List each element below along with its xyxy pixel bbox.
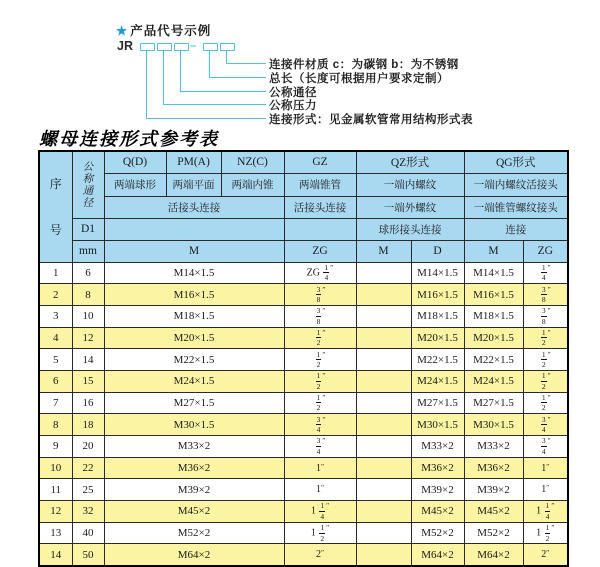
gz-taper-cell: $\frac{1}{2}$ ″ <box>284 349 356 371</box>
table-row <box>39 522 568 544</box>
star-icon: ★ <box>116 24 129 38</box>
qg-zg-cell: 2″ <box>523 544 568 566</box>
diagram-label-pressure: 公称压力 <box>269 100 317 112</box>
seq-cell: 12 <box>39 501 72 523</box>
header-conn-gz: 活接头连接 <box>284 196 356 218</box>
gz-taper-cell: $\frac{1}{2}$ ″ <box>284 392 356 414</box>
m-thread-cell: M39×2 <box>104 479 284 501</box>
header-code-qz: QZ形式 <box>356 151 464 173</box>
qz-m-cell <box>356 479 411 501</box>
seq-cell: 5 <box>39 349 72 371</box>
qz-d-cell: M45×2 <box>411 501 464 523</box>
header-unit-d: D <box>411 240 464 262</box>
qg-m-cell: M22×1.5 <box>464 349 523 371</box>
diagram-label-material: 连接件材质 c：为碳钢 b：为不锈钢 <box>269 59 459 71</box>
header-conn-qz: 一端外螺纹 <box>356 196 464 218</box>
qg-m-cell: M52×2 <box>464 522 523 544</box>
header-connect: 连接 <box>464 218 568 240</box>
header-code-pma: PM(A) <box>166 151 221 173</box>
qg-zg-cell: $\frac{3}{4}$ ″ <box>523 436 568 458</box>
table-row <box>39 457 568 479</box>
qg-zg-cell: 1″ <box>523 457 568 479</box>
dn-cell: 50 <box>72 544 104 566</box>
qg-m-cell: M36×2 <box>464 457 523 479</box>
header-end-pma: 两端平面 <box>166 173 221 196</box>
qz-m-cell <box>356 327 411 349</box>
qz-d-cell: M18×1.5 <box>411 305 464 327</box>
product-code-example-text: 产品代号示例 <box>130 24 212 38</box>
qg-zg-cell: $\frac{3}{4}$ ″ <box>523 414 568 436</box>
m-thread-cell: M24×1.5 <box>104 370 284 392</box>
qz-d-cell: M64×2 <box>411 544 464 566</box>
header-conn-qg: 一端锥管螺纹接头 <box>464 196 568 218</box>
seq-cell: 14 <box>39 544 72 566</box>
header-end-gz: 两端锥管 <box>284 173 356 196</box>
qz-m-cell <box>356 305 411 327</box>
seq-cell: 9 <box>39 436 72 458</box>
qg-m-cell: M24×1.5 <box>464 370 523 392</box>
seq-cell: 13 <box>39 522 72 544</box>
qz-m-cell <box>356 501 411 523</box>
gz-taper-cell: 1 $\frac{1}{2}$ ″ <box>284 522 356 544</box>
header-code-qg: QG形式 <box>464 151 568 173</box>
m-thread-cell: M14×1.5 <box>104 262 284 284</box>
table-row <box>39 414 568 436</box>
header-ball-joint: 球形接头连接 <box>356 218 464 240</box>
header-unit-zg1: ZG <box>284 240 356 262</box>
diagram-label-length: 总长（长度可根据用户要求定制） <box>269 73 449 85</box>
dn-cell: 22 <box>72 457 104 479</box>
gz-taper-cell: 1″ <box>284 457 356 479</box>
qg-zg-cell: 1 $\frac{1}{2}$ ″ <box>523 522 568 544</box>
seq-cell: 4 <box>39 327 72 349</box>
dn-cell: 15 <box>72 370 104 392</box>
qz-m-cell <box>356 436 411 458</box>
table-row <box>39 544 568 566</box>
header-row-codes <box>39 151 568 173</box>
dn-cell: 18 <box>72 414 104 436</box>
gz-taper-cell: $\frac{3}{4}$ ″ <box>284 436 356 458</box>
table-row <box>39 262 568 284</box>
table-row <box>39 370 568 392</box>
m-thread-cell: M16×1.5 <box>104 284 284 306</box>
qz-d-cell: M27×1.5 <box>411 392 464 414</box>
qg-zg-cell: 1 $\frac{1}{4}$ ″ <box>523 501 568 523</box>
gz-taper-cell: 1″ <box>284 479 356 501</box>
table-title: 螺母连接形式参考表 <box>39 129 219 150</box>
qg-m-cell: M45×2 <box>464 501 523 523</box>
dn-cell: 16 <box>72 392 104 414</box>
qz-m-cell <box>356 262 411 284</box>
header-unit-m1: M <box>104 240 284 262</box>
dn-cell: 10 <box>72 305 104 327</box>
qz-d-cell: M22×1.5 <box>411 349 464 371</box>
qz-m-cell <box>356 457 411 479</box>
nut-connection-reference-table <box>38 150 569 567</box>
qz-m-cell <box>356 370 411 392</box>
header-end-qz: 一端内螺纹 <box>356 173 464 196</box>
m-thread-cell: M45×2 <box>104 501 284 523</box>
m-thread-cell: M33×2 <box>104 436 284 458</box>
gz-taper-cell: $\frac{1}{2}$ ″ <box>284 370 356 392</box>
m-thread-cell: M22×1.5 <box>104 349 284 371</box>
diagram-label-diameter: 公称通径 <box>269 87 317 99</box>
gz-taper-cell: ZG $\frac{1}{4}$ ″ <box>284 262 356 284</box>
qz-d-cell: M20×1.5 <box>411 327 464 349</box>
qz-d-cell: M14×1.5 <box>411 262 464 284</box>
product-code-example-title <box>116 21 211 39</box>
table-body <box>39 262 568 566</box>
qg-zg-cell: 1″ <box>523 479 568 501</box>
dn-cell: 6 <box>72 262 104 284</box>
qg-m-cell: M39×2 <box>464 479 523 501</box>
qz-d-cell: M52×2 <box>411 522 464 544</box>
m-thread-cell: M36×2 <box>104 457 284 479</box>
connector-line-form <box>146 50 266 119</box>
m-thread-cell: M52×2 <box>104 522 284 544</box>
table-row <box>39 327 568 349</box>
qg-zg-cell: $\frac{1}{2}$ ″ <box>523 349 568 371</box>
qz-m-cell <box>356 349 411 371</box>
table-row <box>39 479 568 501</box>
table-row <box>39 305 568 327</box>
header-unit-zg2: ZG <box>523 240 568 262</box>
qg-m-cell: M27×1.5 <box>464 392 523 414</box>
dn-cell: 14 <box>72 349 104 371</box>
seq-cell: 6 <box>39 370 72 392</box>
header-unit-m2: M <box>356 240 411 262</box>
table-row <box>39 349 568 371</box>
header-code-gz: GZ <box>284 151 356 173</box>
seq-cell: 7 <box>39 392 72 414</box>
qg-m-cell: M33×2 <box>464 436 523 458</box>
header-unit-m3: M <box>464 240 523 262</box>
m-thread-cell: M30×1.5 <box>104 414 284 436</box>
header-row-units <box>39 240 568 262</box>
qg-m-cell: M18×1.5 <box>464 305 523 327</box>
qg-zg-cell: $\frac{3}{8}$ ″ <box>523 305 568 327</box>
diagram-label-form: 连接形式：见金属软管常用结构形式表 <box>269 114 473 126</box>
header-empty-gz <box>284 218 356 240</box>
qg-zg-cell: $\frac{1}{2}$ ″ <box>523 370 568 392</box>
qz-m-cell <box>356 522 411 544</box>
seq-cell: 3 <box>39 305 72 327</box>
header-row-d1 <box>39 218 568 240</box>
dn-cell: 32 <box>72 501 104 523</box>
qz-d-cell: M30×1.5 <box>411 414 464 436</box>
product-code-prefix: JR <box>117 39 133 53</box>
qg-m-cell: M30×1.5 <box>464 414 523 436</box>
m-thread-cell: M18×1.5 <box>104 305 284 327</box>
qg-m-cell: M20×1.5 <box>464 327 523 349</box>
header-end-nzc: 两端内锥 <box>221 173 284 196</box>
qg-m-cell: M16×1.5 <box>464 284 523 306</box>
seq-cell: 8 <box>39 414 72 436</box>
header-empty-left <box>104 218 284 240</box>
qg-zg-cell: $\frac{1}{2}$ ″ <box>523 392 568 414</box>
gz-taper-cell: $\frac{1}{2}$ ″ <box>284 327 356 349</box>
seq-cell: 10 <box>39 457 72 479</box>
dn-cell: 40 <box>72 522 104 544</box>
m-thread-cell: M27×1.5 <box>104 392 284 414</box>
header-mm: mm <box>72 240 104 262</box>
seq-cell: 1 <box>39 262 72 284</box>
header-row-endtype <box>39 173 568 196</box>
header-code-qd: Q(D) <box>104 151 166 173</box>
gz-taper-cell: $\frac{3}{4}$ ″ <box>284 414 356 436</box>
qg-m-cell: M64×2 <box>464 544 523 566</box>
seq-cell: 2 <box>39 284 72 306</box>
qg-m-cell: M14×1.5 <box>464 262 523 284</box>
header-dn: 公称通径 <box>72 151 104 218</box>
qz-d-cell: M36×2 <box>411 457 464 479</box>
gz-taper-cell: 1 $\frac{1}{4}$ ″ <box>284 501 356 523</box>
table-row <box>39 436 568 458</box>
header-end-qd: 两端球形 <box>104 173 166 196</box>
header-code-nzc: NZ(C) <box>221 151 284 173</box>
gz-taper-cell: $\frac{3}{8}$ ″ <box>284 284 356 306</box>
m-thread-cell: M64×2 <box>104 544 284 566</box>
qz-d-cell: M24×1.5 <box>411 370 464 392</box>
qg-zg-cell: $\frac{3}{8}$ ″ <box>523 284 568 306</box>
qz-m-cell <box>356 284 411 306</box>
header-d1: D1 <box>72 218 104 240</box>
dn-cell: 20 <box>72 436 104 458</box>
gz-taper-cell: $\frac{3}{8}$ ″ <box>284 305 356 327</box>
qz-m-cell <box>356 414 411 436</box>
dn-cell: 25 <box>72 479 104 501</box>
header-row-connection <box>39 196 568 218</box>
qz-d-cell: M16×1.5 <box>411 284 464 306</box>
qg-zg-cell: $\frac{1}{2}$ ″ <box>523 327 568 349</box>
qz-m-cell <box>356 544 411 566</box>
table-row <box>39 501 568 523</box>
qz-d-cell: M39×2 <box>411 479 464 501</box>
header-end-qg: 一端内螺纹活接头 <box>464 173 568 196</box>
table-row <box>39 284 568 306</box>
table-row <box>39 392 568 414</box>
header-conn-union: 活接头连接 <box>104 196 284 218</box>
qz-d-cell: M33×2 <box>411 436 464 458</box>
m-thread-cell: M20×1.5 <box>104 327 284 349</box>
gz-taper-cell: 2″ <box>284 544 356 566</box>
header-seq: 序号 <box>39 151 72 262</box>
seq-cell: 11 <box>39 479 72 501</box>
qg-zg-cell: $\frac{1}{4}$ ″ <box>523 262 568 284</box>
code-dash: – <box>190 40 197 52</box>
dn-cell: 8 <box>72 284 104 306</box>
qz-m-cell <box>356 392 411 414</box>
dn-cell: 12 <box>72 327 104 349</box>
